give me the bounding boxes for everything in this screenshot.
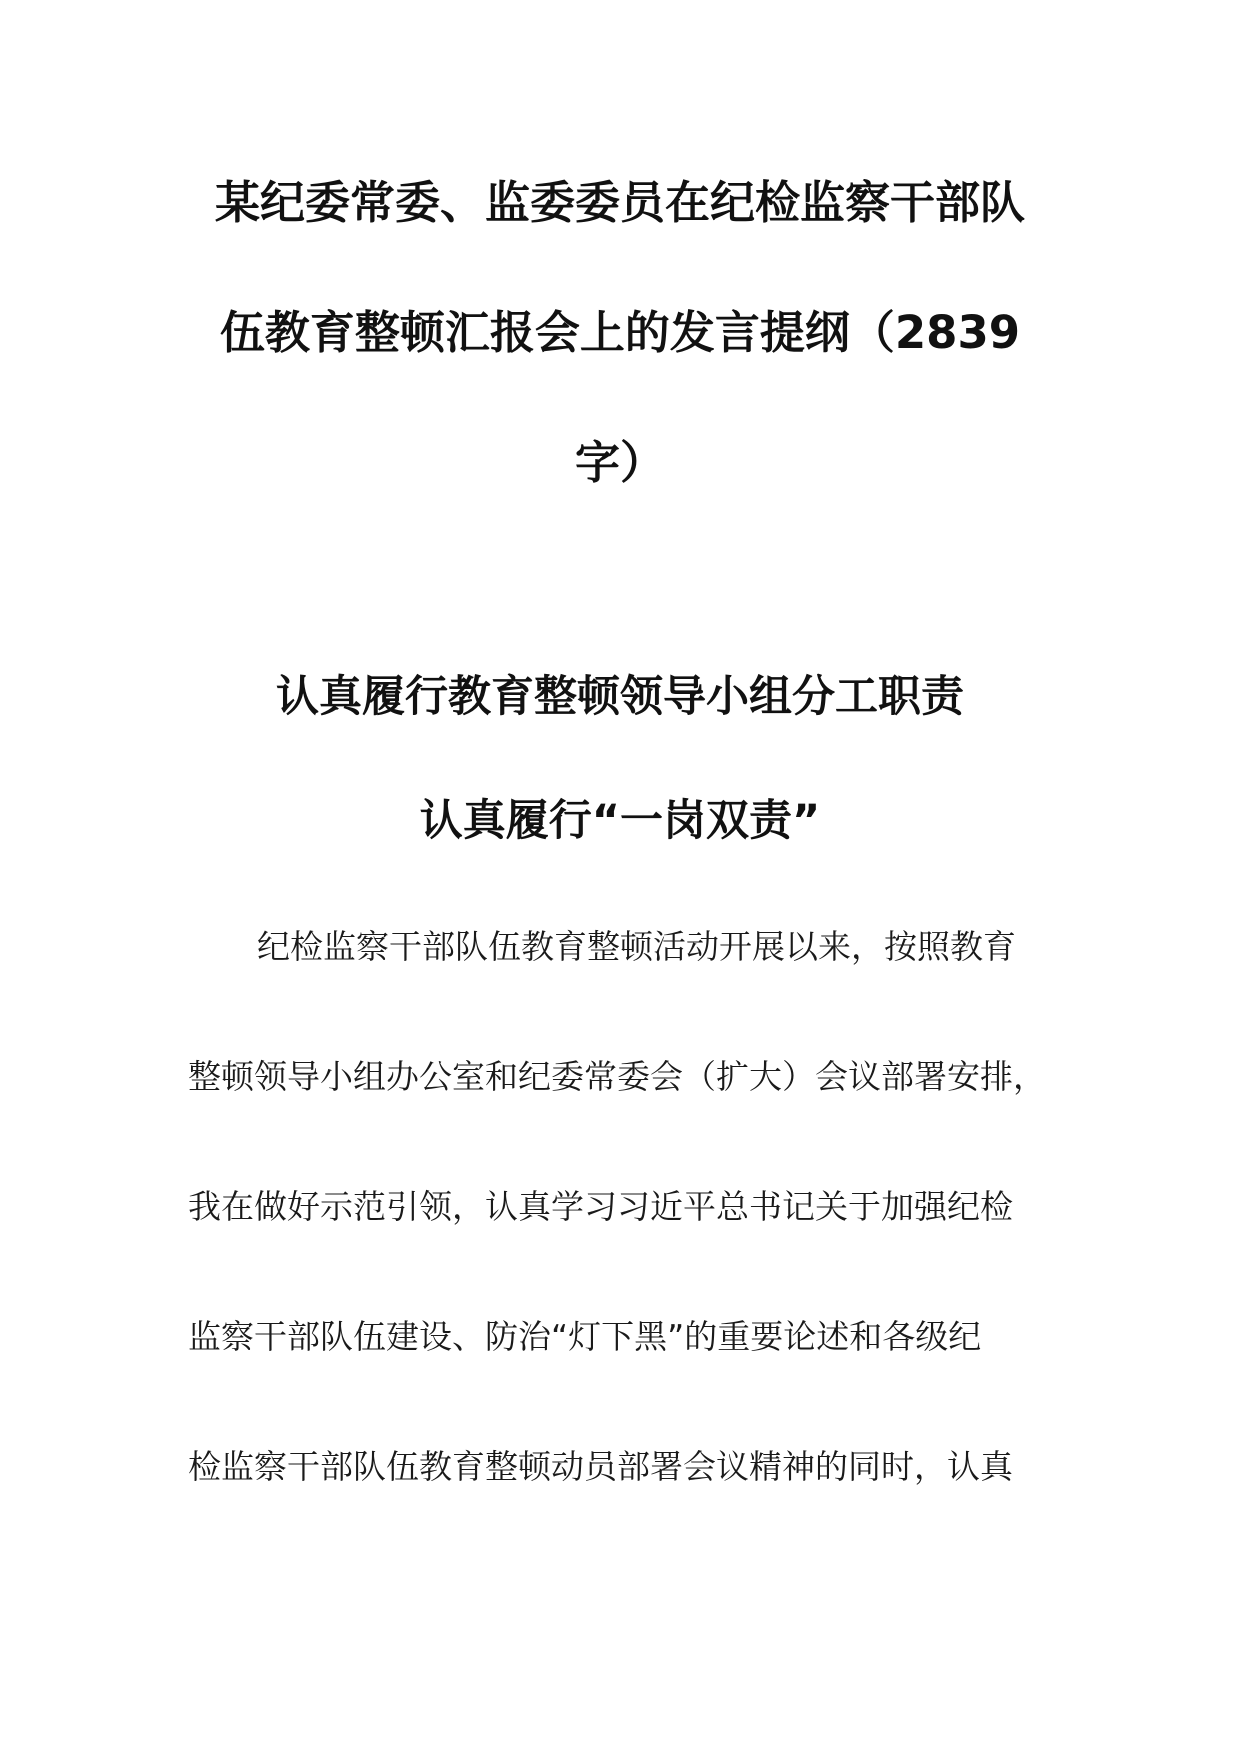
title-line-1: 某纪委常委、监委委员在纪检监察干部队 bbox=[214, 176, 1025, 229]
title-line-3: 字） bbox=[574, 436, 665, 489]
body-line-2: 整顿领导小组办公室和纪委常委会（扩大）会议部署安排， bbox=[188, 1057, 1046, 1096]
section-heading-line-2: 认真履行“一岗双责” bbox=[419, 796, 821, 846]
body-line-1: 纪检监察干部队伍教育整顿活动开展以来，按照教育 bbox=[257, 927, 1016, 966]
title-line-2: 伍教育整顿汇报会上的发言提纲（2839 bbox=[219, 306, 1021, 359]
body-line-5: 检监察干部队伍教育整顿动员部署会议精神的同时，认真 bbox=[188, 1447, 1013, 1486]
section-heading-line-1: 认真履行教育整顿领导小组分工职责 bbox=[276, 672, 964, 722]
body-line-3: 我在做好示范引领，认真学习习近平总书记关于加强纪检 bbox=[188, 1187, 1013, 1226]
body-line-4: 监察干部队伍建设、防治“灯下黑”的重要论述和各级纪 bbox=[188, 1317, 982, 1356]
